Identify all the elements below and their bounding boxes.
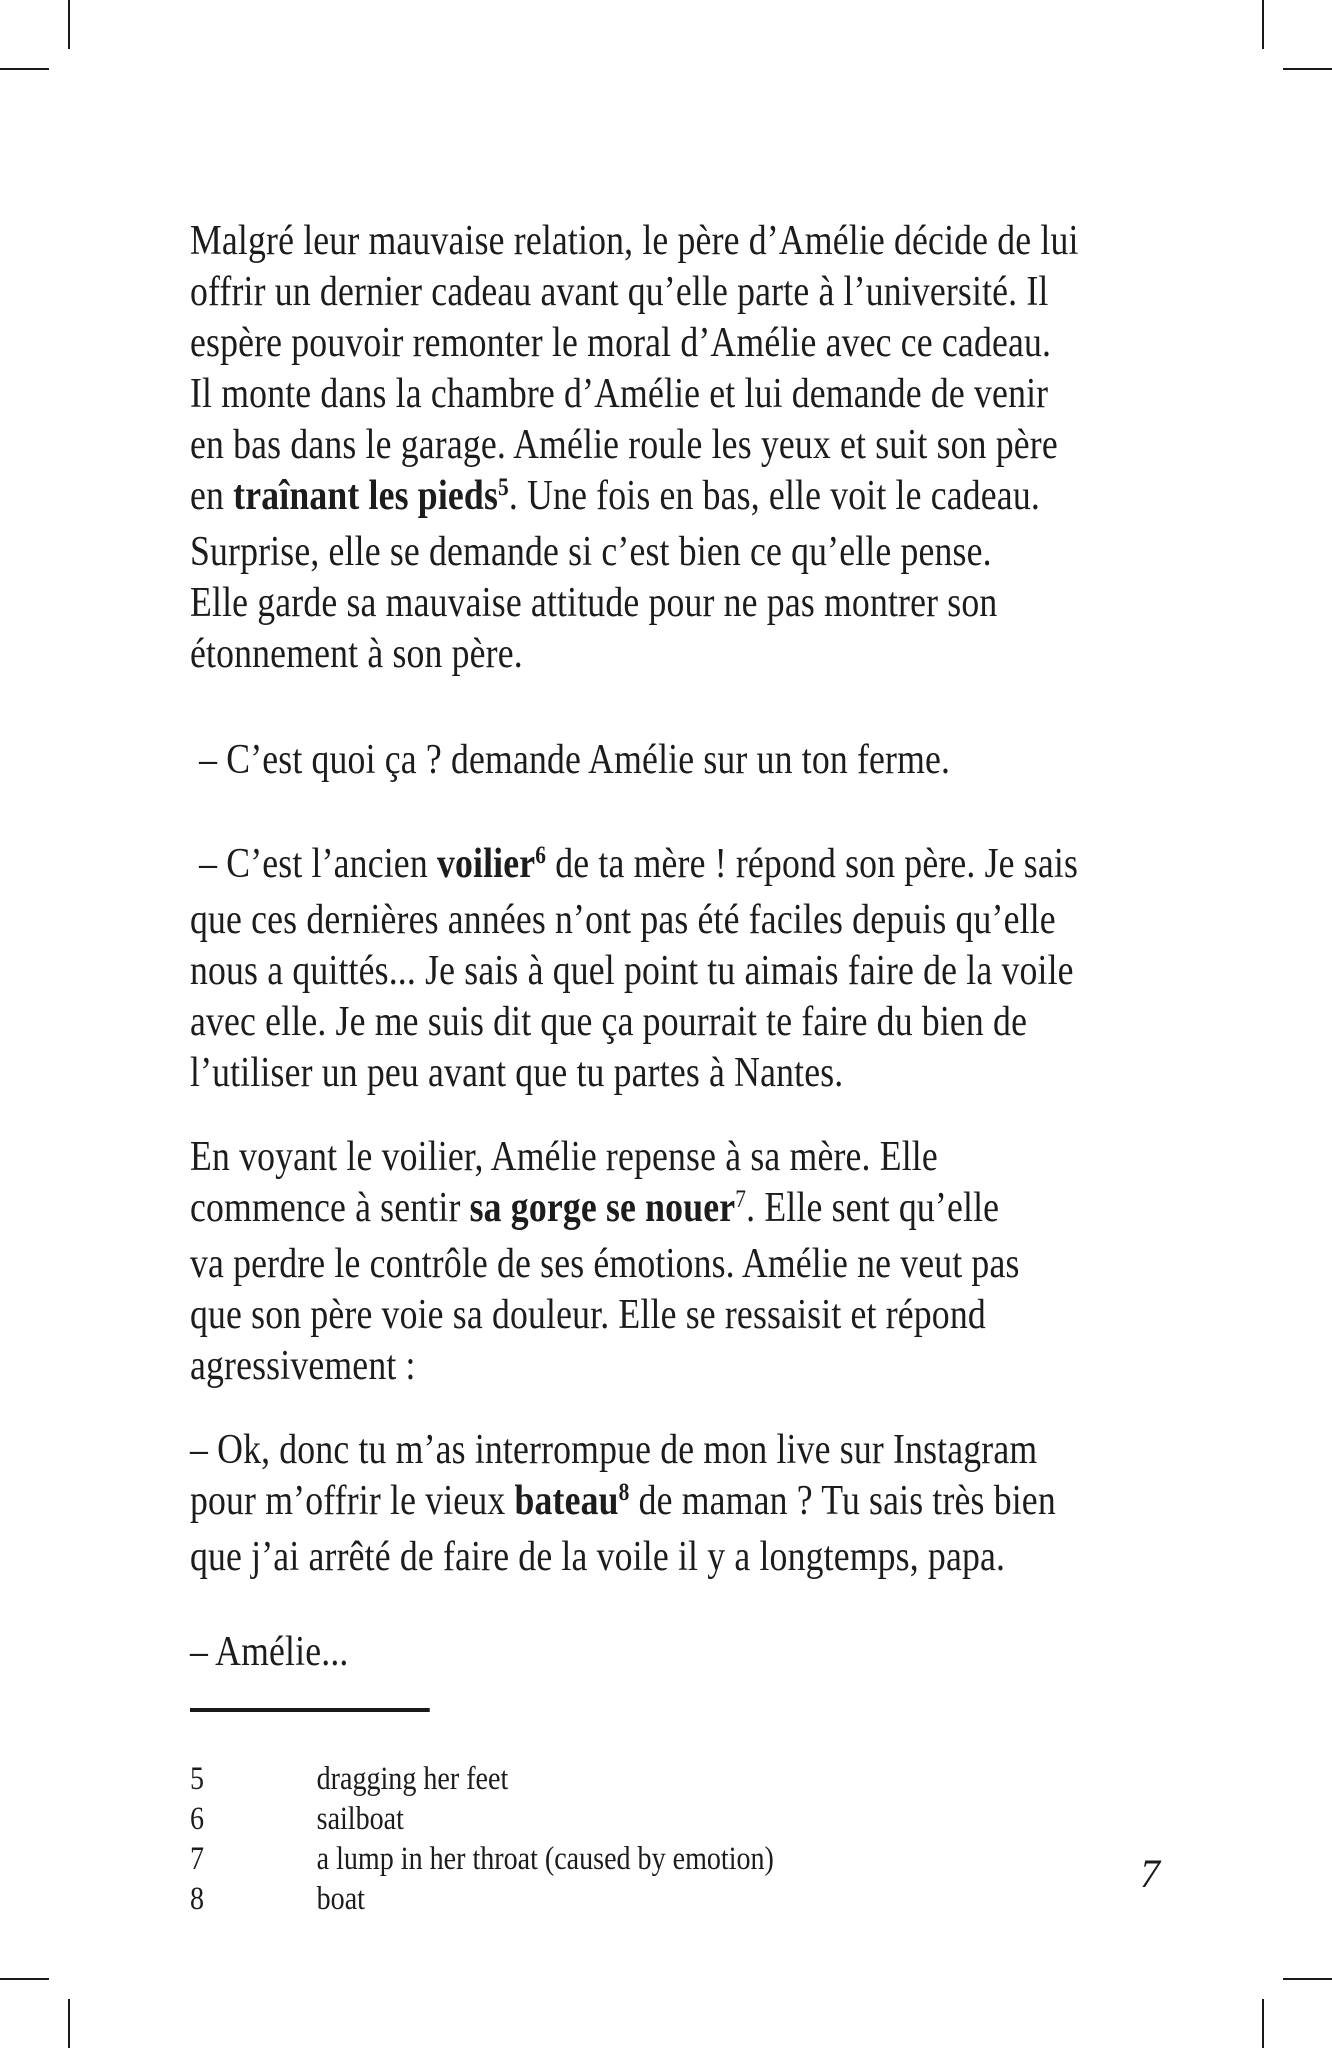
text-line: en traînant les pieds$^5$. Une fois en bas, elle voit le cadeau.: [190, 473, 1040, 519]
crop-mark-top-right-horizontal: [1283, 68, 1332, 70]
text-line: offrir un dernier cadeau avant qu’elle parte à l’université. Il: [190, 269, 1049, 315]
text-line: Elle garde sa mauvaise attitude pour ne pas montrer son: [190, 580, 998, 626]
text-line: Malgré leur mauvaise relation, le père d’Amélie décide de lui: [190, 218, 1079, 264]
crop-mark-bottom-right-vertical: [1262, 1999, 1264, 2048]
dialogue-father-amelie: [190, 1627, 1079, 1678]
footnote-reference: 7: [735, 1186, 747, 1214]
footnote-number: 6: [190, 1801, 205, 1837]
crop-mark-top-left-vertical: [68, 0, 70, 49]
footnote-item: [190, 1879, 1079, 1919]
text-line: en bas dans le garage. Amélie roule les yeux et suit son père: [190, 422, 1058, 468]
dialogue-father-reply: [190, 839, 1079, 1099]
text-line: avec elle. Je me suis dit que ça pourrait te faire du bien de: [190, 999, 1028, 1045]
text-line: espère pouvoir remonter le moral d’Amélie avec ce cadeau.: [190, 320, 1052, 366]
footnote-reference: 8: [618, 1479, 630, 1507]
footnote-item: [190, 1799, 1079, 1839]
footnote-text: a lump in her throat (caused by emotion): [316, 1841, 774, 1877]
text-line: commence à sentir sa gorge se nouer$^7$. Elle sent qu’elle: [190, 1185, 1000, 1231]
story-text: [190, 162, 1079, 1937]
footnote-number: 7: [190, 1841, 205, 1877]
crop-mark-top-left-horizontal: [0, 68, 49, 70]
text-line: – Amélie...: [190, 1629, 349, 1675]
text-line: pour m’offrir le vieux bateau$^8$ de maman ? Tu sais très bien: [190, 1478, 1056, 1524]
text-line: l’utiliser un peu avant que tu partes à Nantes.: [190, 1050, 844, 1096]
crop-mark-bottom-left-horizontal: [0, 1978, 49, 1980]
footnote-text: boat: [316, 1881, 365, 1917]
text-line: étonnement à son père.: [190, 631, 523, 677]
dialogue-amelie-question: [190, 735, 1079, 786]
text-line: En voyant le voilier, Amélie repense à sa mère. Elle: [190, 1134, 938, 1180]
footnote-item: [190, 1839, 1079, 1879]
page-number: 7: [1140, 1851, 1160, 1896]
crop-mark-bottom-right-horizontal: [1283, 1978, 1332, 1980]
footnote-divider: [190, 1708, 430, 1712]
text-line: – C’est l’ancien voilier$^6$ de ta mère ! répond son père. Je sais: [190, 841, 1079, 887]
text-line: nous a quittés... Je sais à quel point tu aimais faire de la voile: [190, 948, 1074, 994]
text-line: – C’est quoi ça ? demande Amélie sur un ton ferme.: [190, 737, 951, 783]
text-line: Il monte dans la chambre d’Amélie et lui demande de venir: [190, 371, 1049, 417]
footnote-number: 8: [190, 1881, 205, 1917]
text-line: que ces dernières années n’ont pas été faciles depuis qu’elle: [190, 897, 1056, 943]
footnotes: [190, 1759, 1079, 1919]
footnote-text: dragging her feet: [316, 1761, 509, 1797]
text-line: agressivement :: [190, 1343, 416, 1389]
text-line: va perdre le contrôle de ses émotions. Amélie ne veut pas: [190, 1241, 1020, 1287]
dialogue-amelie-retort: [190, 1425, 1079, 1583]
crop-mark-top-right-vertical: [1262, 0, 1264, 49]
footnote-reference: 6: [535, 842, 547, 870]
text-line: que j’ai arrêté de faire de la voile il y a longtemps, papa.: [190, 1534, 1006, 1580]
footnote-item: [190, 1759, 1079, 1799]
paragraph-opening: [190, 216, 1079, 680]
text-line: que son père voie sa douleur. Elle se ressaisit et répond: [190, 1292, 986, 1338]
text-line: Surprise, elle se demande si c’est bien ce qu’elle pense.: [190, 529, 992, 575]
text-line: – Ok, donc tu m’as interrompue de mon live sur Instagram: [190, 1427, 1038, 1473]
footnote-reference: 5: [498, 474, 509, 502]
crop-mark-bottom-left-vertical: [68, 1999, 70, 2048]
footnote-text: sailboat: [316, 1801, 404, 1837]
footnote-number: 5: [190, 1761, 205, 1797]
paragraph-emotion: [190, 1132, 1079, 1392]
